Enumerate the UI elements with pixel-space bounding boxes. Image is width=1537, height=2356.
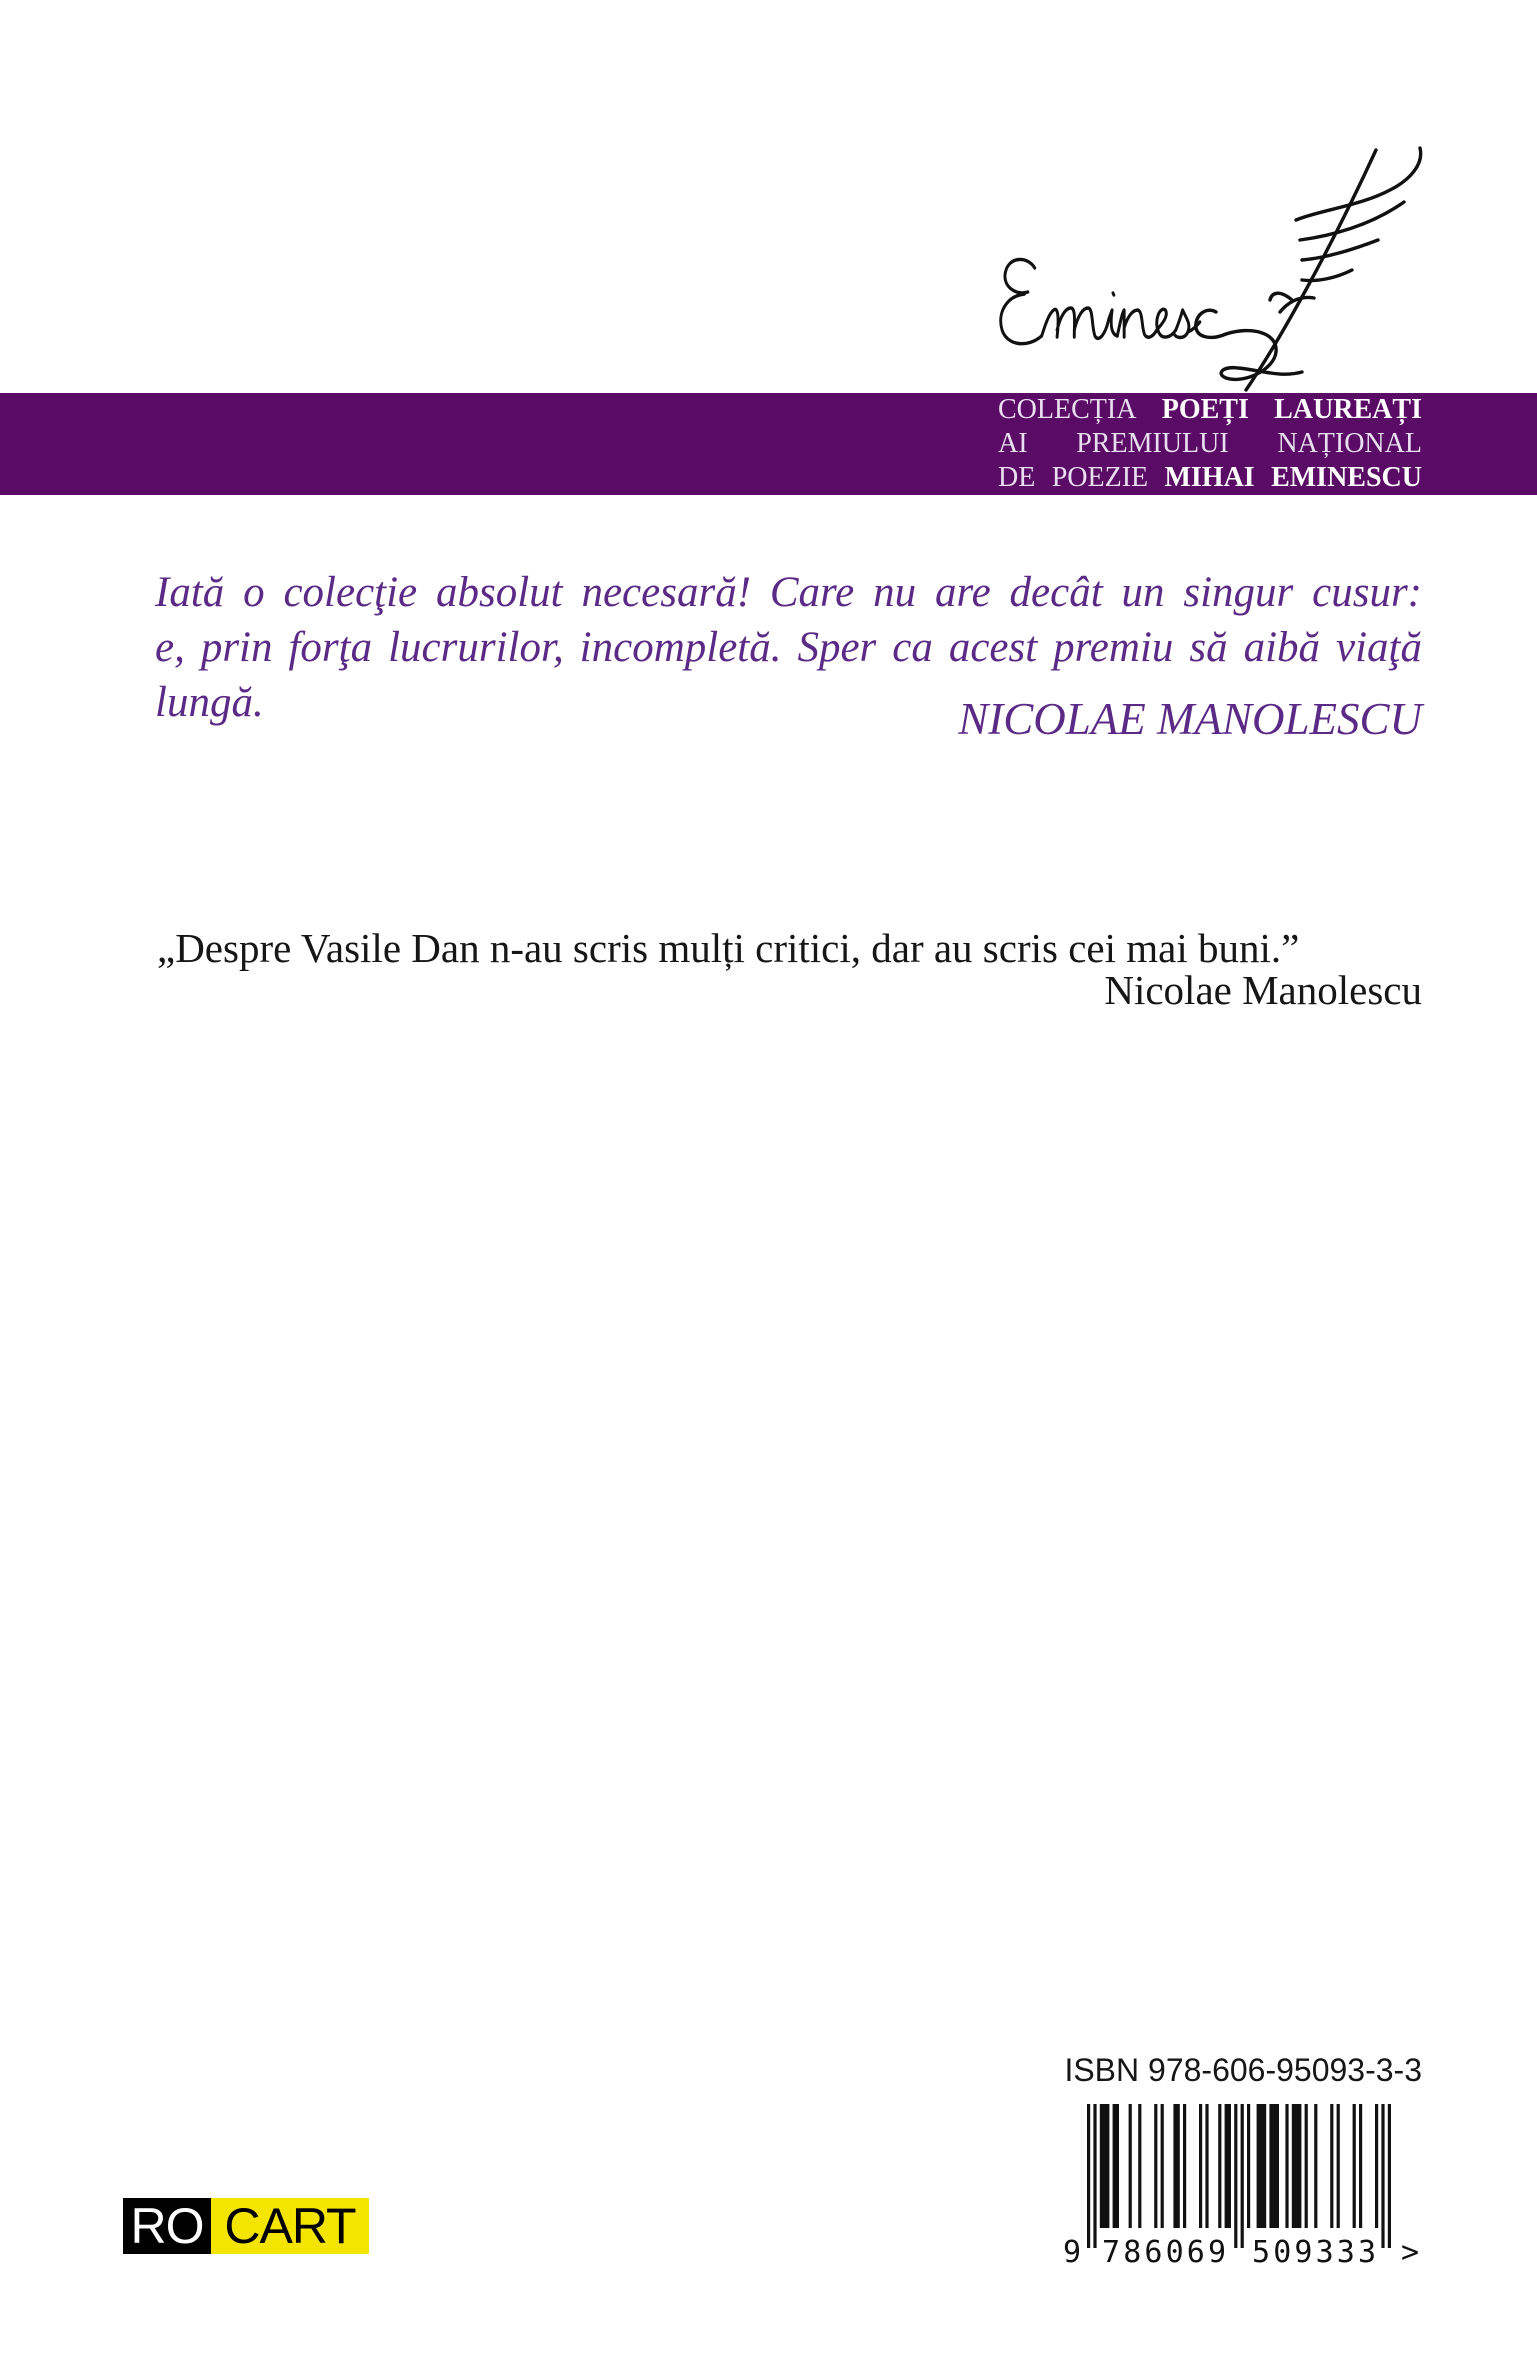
- collection-word: DE: [998, 462, 1036, 493]
- collection-word: POEZIE: [1051, 462, 1149, 493]
- barcode-bar: [1138, 2104, 1141, 2228]
- isbn-label: ISBN 978-606-95093-3-3: [1064, 2052, 1422, 2088]
- quill-stem: [1246, 150, 1376, 390]
- collection-word: PREMIULUI: [1076, 428, 1229, 459]
- signature-letter-i: [1107, 293, 1117, 336]
- barcode-bar: [1183, 2104, 1186, 2228]
- signature-flourish: [1196, 310, 1302, 379]
- collection-band: [0, 393, 1537, 495]
- collection-word: AI: [998, 428, 1028, 459]
- quote-line: e, prin forţa lucrurilor, incompletă. Sper ca acest premiu să aibă viaţă: [155, 624, 1422, 671]
- signature-lettering: [1001, 259, 1200, 343]
- barcode-guard-bar: [1241, 2104, 1244, 2248]
- collection-word-bold: MIHAI: [1164, 462, 1255, 493]
- barcode-right-digits: 509333: [1252, 2235, 1376, 2270]
- barcode-bar: [1305, 2104, 1308, 2228]
- quill-barb: [1270, 293, 1292, 300]
- collection-word: COLECȚIA: [998, 394, 1137, 425]
- quote-author: NICOLAE MANOLESCU: [958, 694, 1422, 744]
- barcode-bar: [1359, 2104, 1362, 2228]
- collection-word-bold: POEȚI: [1161, 394, 1249, 425]
- barcode-bar: [1257, 2104, 1267, 2228]
- collection-line-2: [998, 427, 1422, 461]
- barcode-end-mark: >: [1400, 2235, 1420, 2270]
- barcode-bar: [1161, 2104, 1164, 2228]
- quote-line: lungă.: [155, 679, 264, 726]
- barcode-guard-bar: [1087, 2104, 1090, 2248]
- signature-letter-e: [1001, 259, 1042, 343]
- barcode-guard-bar: [1234, 2104, 1237, 2248]
- barcode-bar: [1269, 2104, 1279, 2228]
- barcode-bars: [1087, 2104, 1391, 2248]
- barcode-bar: [1330, 2104, 1333, 2228]
- barcode-bar: [1173, 2104, 1179, 2228]
- signature-letter-m: [1042, 308, 1107, 338]
- quill-feather-icon: [1246, 148, 1421, 390]
- signature-letter-e2: [1157, 309, 1176, 337]
- quill-barb: [1302, 270, 1352, 281]
- collection-word: NAȚIONAL: [1277, 428, 1422, 459]
- barcode-first-digit: 9: [1062, 2235, 1082, 2270]
- collection-line-1: [998, 393, 1422, 427]
- quill-barb: [1302, 240, 1378, 260]
- barcode-bar: [1129, 2104, 1132, 2228]
- barcode-bar: [1100, 2104, 1110, 2228]
- logo-part-cart: CART: [211, 2198, 369, 2254]
- barcode-bar: [1154, 2104, 1157, 2228]
- barcode-bar: [1113, 2104, 1119, 2228]
- barcode-bar: [1314, 2104, 1317, 2228]
- barcode-bar: [1218, 2104, 1221, 2228]
- rocart-logo: [123, 2198, 369, 2254]
- barcode-bar: [1353, 2104, 1356, 2228]
- barcode-bar: [1292, 2104, 1302, 2228]
- collection-word-bold: EMINESCU: [1271, 462, 1422, 493]
- barcode-bar: [1199, 2104, 1202, 2228]
- barcode-bar: [1285, 2104, 1288, 2228]
- barcode-bar: [1375, 2104, 1378, 2228]
- barcode-bar: [1247, 2104, 1250, 2228]
- barcode-guard-bar: [1381, 2104, 1384, 2248]
- barcode-guard-bar: [1388, 2104, 1391, 2248]
- plain-quote-author: Nicolae Manolescu: [1104, 967, 1422, 1013]
- signature-letter-n: [1117, 310, 1157, 337]
- barcode-left-digits: 786069: [1102, 2235, 1226, 2270]
- logo-part-ro: RO: [123, 2198, 211, 2254]
- collection-title: [998, 393, 1422, 495]
- quote-line: Iată o colecţie absolut necesară! Care nu are decât un singur cusur:: [155, 569, 1422, 616]
- barcode-bar: [1337, 2104, 1340, 2228]
- collection-line-3: [998, 461, 1422, 495]
- quill-barb: [1300, 202, 1404, 240]
- plain-quote: „Despre Vasile Dan n-au scris mulți critici, dar au scris cei mai buni.”: [157, 925, 1300, 971]
- ean13-barcode: [1060, 2100, 1430, 2270]
- eminescu-signature: [980, 140, 1440, 400]
- barcode-bar: [1205, 2104, 1208, 2228]
- barcode-bar: [1225, 2104, 1231, 2228]
- collection-word-bold: LAUREAȚI: [1274, 394, 1422, 425]
- barcode-guard-bar: [1093, 2104, 1096, 2248]
